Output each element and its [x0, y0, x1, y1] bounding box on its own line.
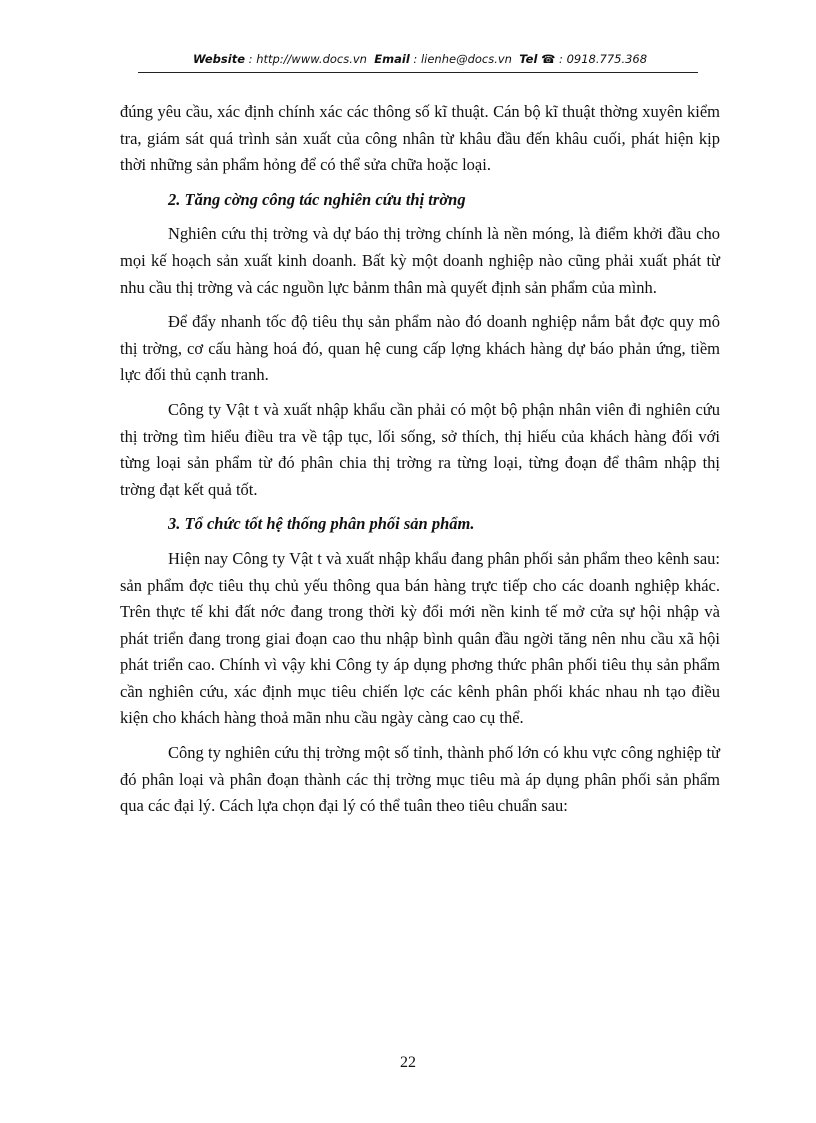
page-number: 22: [400, 1054, 416, 1071]
paragraph: Để đẩy nhanh tốc độ tiêu thụ sản phẩm nào đó doanh nghiệp nắm bắt đợc quy mô thị trờng, cơ cấu hàng hoá đó, quan hệ cung cấp lợng khách hàng dự báo phản ứng, tiềm lực đối thủ cạnh tranh.: [120, 312, 720, 385]
email-value: : lienhe@docs.vn: [413, 52, 512, 66]
tel-label: Tel: [519, 52, 538, 66]
website-value: : http://www.docs.vn: [248, 52, 367, 66]
phone-icon: ☎: [541, 52, 556, 66]
section-heading-2: 2. Tăng cờng công tác nghiên cứu thị trờng: [168, 189, 466, 209]
tel-value: : 0918.775.368: [559, 52, 648, 66]
email-label: Email: [374, 52, 410, 66]
section-heading-3: 3. Tổ chức tốt hệ thống phân phối sản phẩm.: [168, 514, 475, 534]
paragraph: Hiện nay Công ty Vật t và xuất nhập khẩu đang phân phối sản phẩm theo kênh sau: sản phẩm đợc tiêu thụ chủ yếu thông qua bán hàng trực tiếp cho các doanh nghiệp khác. Trên thực tế khi đất nớc đang trong thời kỳ đổi mới nền kinh tế mở cửa sự hội nhập và phát triển đang trong giai đoạn cao thu nhập bình quân đầu ngời tăng nên nhu cầu xã hội phát triển cao. Chính vì vậy khi Công ty áp dụng phơng thức phân phối tiêu thụ sản phẩm cần nghiên cứu, xác định mục tiêu chiến lợc các kênh phân phối khác nhau nh tạo điều kiện cho khách hàng thoả mãn nhu cầu ngày càng cao cụ thể.: [120, 548, 720, 728]
document-body: [120, 99, 720, 828]
page-header: [140, 52, 700, 66]
header-divider: [138, 72, 698, 73]
paragraph: Công ty nghiên cứu thị trờng một số tỉnh, thành phố lớn có khu vực công nghiệp từ đó phân loại và phân đoạn thành các thị trờng mục tiêu mà áp dụng phân phối sản phẩm qua các đại lý. Cách lựa chọn đại lý có thể tuân theo tiêu chuẩn sau:: [120, 743, 720, 816]
paragraph-continued: đúng yêu cầu, xác định chính xác các thông số kĩ thuật. Cán bộ kĩ thuật thờng xuyên kiểm tra, giám sát quá trình sản xuất của công nhân từ khâu đầu đến khâu cuối, phát hiện kịp thời những sản phẩm hỏng để có thể sửa chữa hoặc loại.: [120, 102, 720, 175]
website-label: Website: [192, 52, 246, 66]
paragraph: Công ty Vật t và xuất nhập khẩu cần phải có một bộ phận nhân viên đi nghiên cứu thị trờng tìm hiểu điều tra về tập tục, lối sống, sở thích, thị hiếu của khách hàng đối với từng loại sản phẩm từ đó phân chia thị trờng ra từng loại, từng đoạn để thâm nhập thị trờng đạt kết quả tốt.: [120, 399, 720, 499]
paragraph: Nghiên cứu thị trờng và dự báo thị trờng chính là nền móng, là điểm khởi đầu cho mọi kế hoạch sản xuất kinh doanh. Bất kỳ một doanh nghiệp nào cũng phải xuất phát từ nhu cầu thị trờng và các nguồn lực bảnm thân mà quyết định sản phẩm của mình.: [120, 224, 720, 297]
